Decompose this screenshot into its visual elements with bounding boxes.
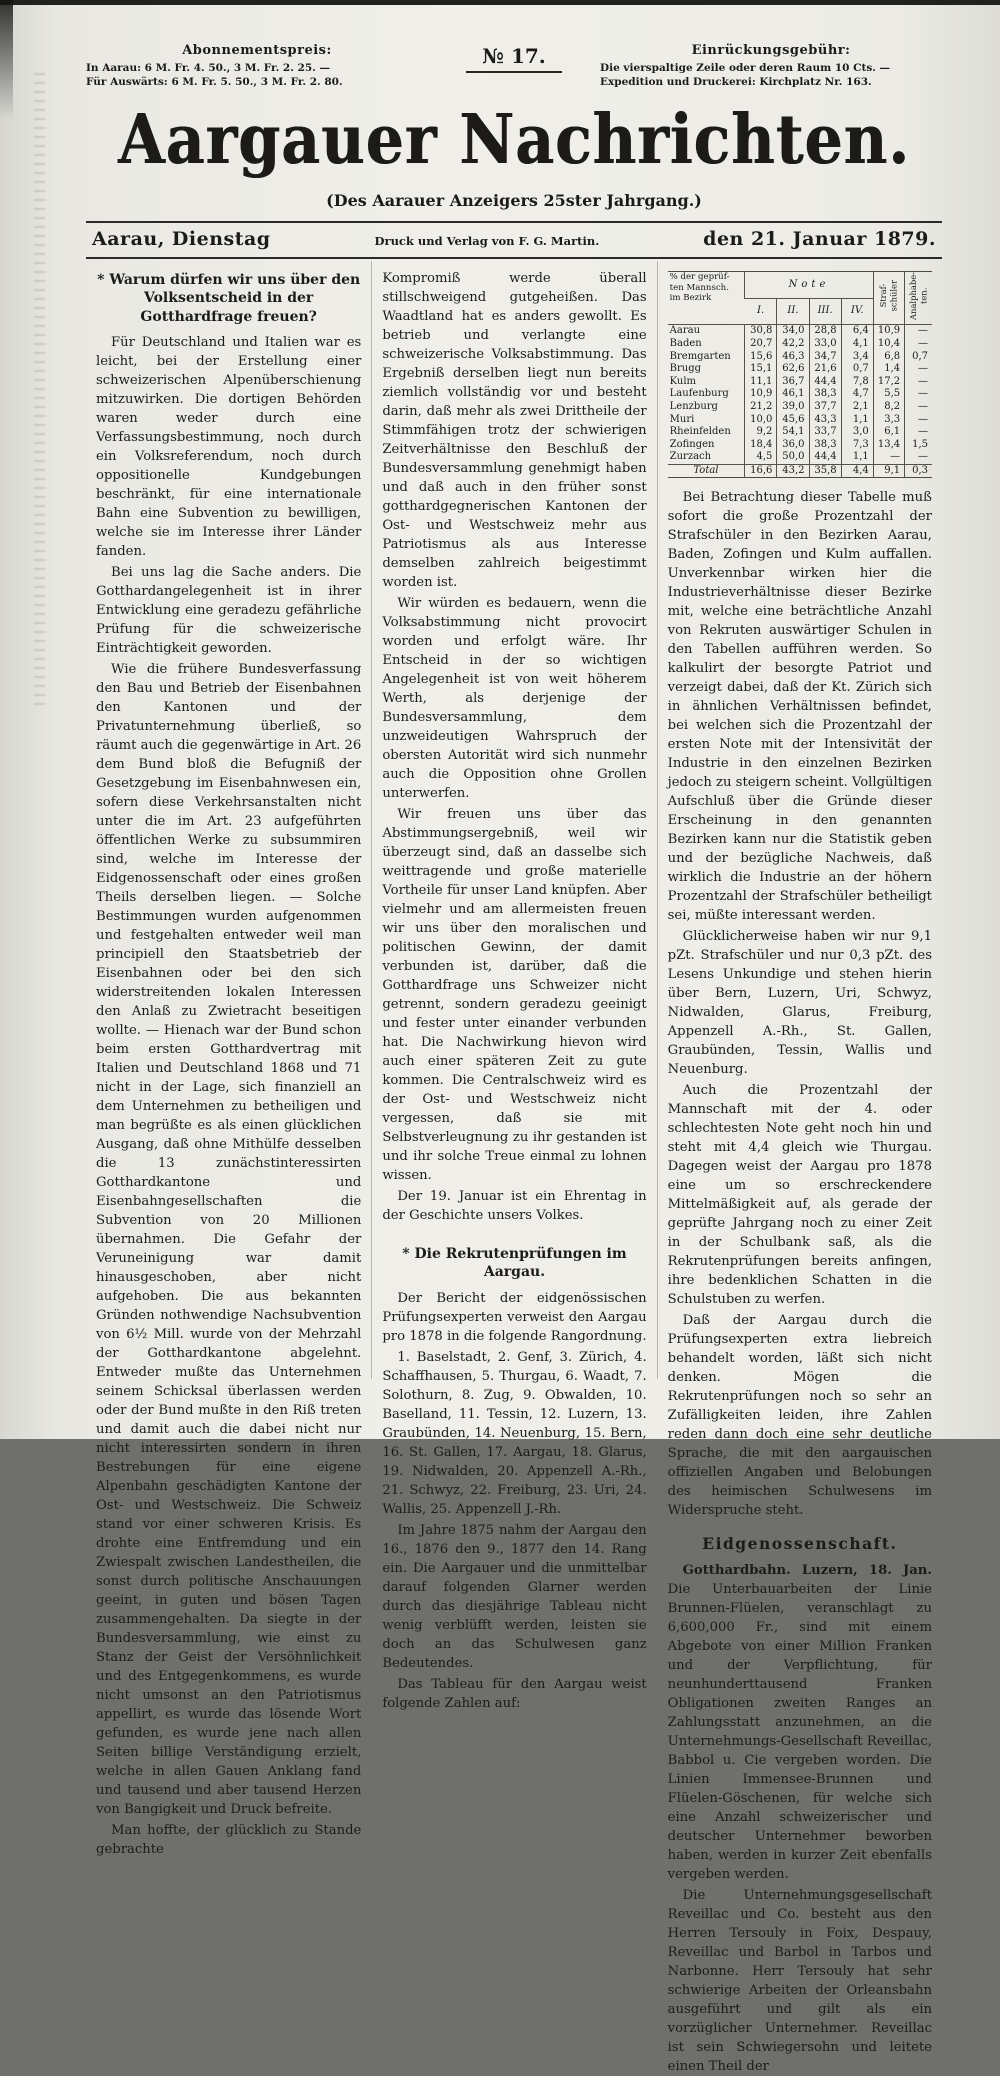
value-cell: 28,8 [809,325,841,338]
value-cell: 21,6 [809,363,841,376]
issue-number-wrap [428,42,600,73]
paragraph: Man hoffte, der glücklich zu Stande gebrachte [96,1823,362,1858]
value-cell: 30,8 [745,325,777,338]
district-cell: Zurzach [669,451,712,463]
paragraph: Auch die Prozentzahl der Mannschaft mit der 4. oder schlechtesten Note geht noch hin und steht mit 4,4 gleich wie Thurgau. Dagegen weist der Aargau pro 1878 eine um so erschreckendere Mittelmäßigkeit auf, als gerade der geprüfte Jahrgang noch zu einer Zeit in der Schulbank saß, als die Rekrutenprüfungen bereits anfingen, ihre bedenklichen Schatten in die Schulstuben zu werfen. [667,1083,932,1308]
value-cell: 3,0 [841,426,873,439]
value-cell: 44,4 [809,376,841,389]
value-cell: 15,1 [745,363,777,376]
paragraph: Wir freuen uns über das Abstimmungsergebniß, weil wir überzeugt sind, daß an dasselbe sich weittragende und große materielle Vortheile für unser Land knüpfen. Aber vielmehr und am allermeisten freuen wir uns über den moralischen und politischen Gewinn, der damit verbunden ist, darüber, daß die Gotthardfrage uns Schweizer nicht getrennt, sondern geradezu geeinigt und fester unter einander verbunden hat. Die Nachwirkung hievon wird auch einer späteren Zeit zu gute kommen. Die Centralschweiz wird es der Ost- und Westschweiz nicht vergessen, daß sie mit Selbstverleugnung zu ihr gestanden ist und ihr solche Treue einmal zu lohnen wissen. [382,806,647,1183]
news-item: Die Unternehmungsgesellschaft Reveillac und Co. besteht aus den Herren Tersouly in Foix, Despauy, Reveillac und Barbol in Tarbos und Narbonne. Herr Tersouly hat sehr schwierige Arbeiten der Orleansbahn ausgeführt und gilt als ein vorzüglicher Unternehmer. Reveillac ist sein Schwiegersohn und leitete einen Theil der [667,1888,932,2075]
district-cell: Rheinfelden [669,426,731,438]
insertion-line-1: Die vierspaltige Zeile oder deren Raum 10 Cts. — [600,61,891,74]
value-cell: 10,4 [873,338,904,351]
value-cell: 6,4 [841,325,873,338]
value-cell: 8,2 [873,401,904,414]
table-row [668,413,932,426]
insertion-fee-block [600,42,942,89]
value-cell: 46,1 [777,388,809,401]
value-cell: 1,1 [841,451,873,464]
subscription-line-1: In Aarau: 6 M. Fr. 4. 50., 3 M. Fr. 2. 25. — [86,61,330,74]
column-3 [657,261,942,2075]
value-cell: 4,1 [841,338,873,351]
district-cell: Aarau [669,325,701,337]
total-row [668,464,932,478]
scan-corner-artifact [0,0,13,120]
subscription-price-block [86,42,428,89]
paragraph: Der 19. Januar ist ein Ehrentag in der Geschichte unsers Volkes. [382,1188,647,1223]
value-cell: 9,2 [745,426,777,439]
table-row [668,338,932,351]
table-row [668,363,932,376]
page-content [86,42,942,2075]
paragraph: Der Bericht der eidgenössischen Prüfungsexperten verweist den Aargau pro 1878 in die folgende Rangordnung. [382,1290,647,1344]
paragraph: Für Deutschland und Italien war es leicht, bei der Erstellung einer schweizerischen Alpenüberschienung mitzuwirken. Die dortigen Behörden waren weder durch eine Verfassungsbestimmung, noch durch ein Volksreferendum, noch durch oppositionelle Kundgebungen beschränkt, für eine internationale Bahn eine Subvention zu bewilligen, welche sie im Interesse ihrer Länder fanden. [96,335,362,560]
note-col-2: II. [777,298,809,325]
value-cell: — [905,451,932,464]
dateline-place: Aarau, Dienstag [92,227,271,250]
district-cell: Zofingen [669,438,715,450]
value-cell: 11,1 [745,376,777,389]
value-cell: 34,0 [777,325,809,338]
section-eidgenossenschaft-title: Eidgenossenschaft. [702,1534,898,1554]
district-cell: Lenzburg [669,400,718,412]
value-cell: 1,4 [873,363,904,376]
total-value: 35,8 [809,464,841,478]
value-cell: 54,1 [777,426,809,439]
strafschueler-header [873,271,904,325]
news-body: Die Unterbauarbeiten der Linie Brunnen-Flüelen, veranschlagt zu 6,600,000 Fr., sind mit einem Abgebote von einer Million Franken und der Verpflichtung, für neunhunderttausend Franken Obligationen zweiten Ranges an Zahlungsstatt anzunehmen, an die Unternehmungs-Gesellschaft Reveillac, Babbol u. Cie vergeben worden. Die Linien Immensee-Brunnen und Flüelen-Göschenen, für welche sich eine Anzahl schweizerischer und deutscher Unternehmer beworben haben, werden in kurzer Zeit ebenfalls vergeben werden. [667,1582,932,1883]
analphabeten-label: Analphabe- ten. [908,271,929,320]
value-cell: 62,6 [777,363,809,376]
header-info-bar [86,42,942,89]
subscription-line-2: Für Auswärts: 6 M. Fr. 5. 50., 3 M. Fr. 2. 80. [86,75,343,88]
value-cell: — [905,401,932,414]
value-cell: 1,5 [905,439,932,452]
value-cell: 2,1 [841,401,873,414]
district-cell: Muri [669,413,695,425]
value-cell: 10,9 [745,388,777,401]
column-1 [86,261,371,1858]
value-cell: 42,2 [777,338,809,351]
value-cell: 0,7 [841,363,873,376]
issue-number: № 17. [466,44,562,73]
value-cell: 50,0 [777,451,809,464]
scan-edge-artifact [0,0,1000,5]
value-cell: 33,7 [809,426,841,439]
value-cell: 38,3 [809,388,841,401]
paragraph: Kompromiß werde überall stillschweigend gutgeheißen. Das Waadtland hat es anders gewollt. Es betrieb und verlangte eine schweizerische Volksabstimmung. Das Ergebniß derselben liegt nun bereits ziemlich vollständig vor und besteht darin, daß mehr als zwei Drittheile der Stimmfähigen trotz der schwierigen Zeitverhältnisse den Beschluß der Bundesversammlung genehmigt haben und daß auch in den früher sonst gotthardgegnerischen Kantonen der Ost- und Westschweiz mehr aus Patriotismus als aus Interesse demselben zahlreich beigestimmt worden ist. [382,270,647,590]
value-cell: 34,7 [809,351,841,364]
table-row [668,439,932,452]
total-value: 9,1 [873,464,904,478]
analphabeten-header [905,271,932,325]
value-cell: 10,0 [745,413,777,426]
insertion-title: Einrückungsgebühr: [691,43,851,58]
value-cell: 7,8 [841,376,873,389]
table-row [668,351,932,364]
value-cell: — [905,413,932,426]
value-cell: — [873,451,904,464]
value-cell: 3,4 [841,351,873,364]
value-cell: — [905,388,932,401]
subscription-title: Abonnementspreis: [182,43,332,58]
paragraph: Wir würden es bedauern, wenn die Volksabstimmung nicht provocirt worden und erfolgt wäre. Ihr Entscheid in der so wichtigen Angelegenheit ist von weit höherem Werth, als derjenige der Bundesversammlung, dem unzweideutigen Wahrspruch der obersten Autorität wird sich nunmehr auch die Opposition ohne Grollen unterwerfen. [382,595,647,801]
value-cell: — [905,376,932,389]
newspaper-title: Aargauer Nachrichten. [117,99,910,180]
article-rekruten-title: * Die Rekrutenprüfungen im Aargau. [402,1245,627,1281]
paragraph: 1. Baselstadt, 2. Genf, 3. Zürich, 4. Schaffhausen, 5. Thurgau, 6. Waadt, 7. Solothurn, 8. Zug, 9. Obwalden, 10. Baselland, 11. Tessin, 12. Luzern, 13. Graubünden, 14. Neuenburg, 15. Bern, 16. St. Gallen, 17. Aargau, 18. Glarus, 19. Nidwalden, 20. Appenzell A.-Rh., 21. Schwyz, 22. Freiburg, 23. Uri, 24. Wallis, 25. Appenzell J.-Rh. [382,1349,647,1517]
value-cell: 43,3 [809,413,841,426]
paragraph: Wie die frühere Bundesverfassung den Bau und Betrieb der Eisenbahnen den Kantonen und der Privatunternehmung überließ, so räumt auch die gegenwärtige in Art. 26 dem Bund bloß die Befugniß der Gesetzgebung im Eisenbahnwesen ein, sofern diese Verkehrsanstalten nicht unter die im Art. 23 aufgeführten öffentlichen Werke zu subsummiren sind, welche im Interesse der Eidgenossenschaft oder eines großen Theils derselben liegen. — Solche Bestimmungen wurden aufgenommen und festgehalten entweder weil man principiell den Staatsbetrieb der Eisenbahnen oder bei den sich widerstreitenden lokalen Interessen den Anlaß zu Zwietracht beseitigen wollte. — Hienach war der Bund schon beim ersten Gotthardvertrag mit Italien und Deutschland 1868 und 71 nicht in der Lage, sich finanziell an dem Unternehmen zu betheiligen und man begrüßte es als einen glücklichen Ausgang, daß ohne Mithülfe desselben die 13 zunächstinteressirten Gotthardkantone und Eisenbahngesellschaften die Subvention von 20 Millionen übernahmen. Die Gefahr der Veruneinigung war damit hinausgeschoben, aber nicht aufgehoben. Die aus bekannten Gründen nothwendige Nachsubvention von 6½ Mill. wurde von der Mehrzahl der Gotthardkantone abgelehnt. Entweder mußte das Unternehmen seinem Schicksal überlassen werden oder der Bund mußte in den Riß treten und damit auch die dabei nicht nur nicht interessirten sondern in ihren Bestrebungen für eine eigene Alpenbahn geschädigten Kantone der Ost- und Westschweiz. Die Schweiz stand vor einer schweren Krisis. Es drohte eine Entfremdung und ein Zwiespalt zwischen Landestheilen, die sonst durch politische Anschauungen geeint, in guten und bösen Tagen zusammengehalten. Da siegte in der Bundesversammlung, wie einst zu Stanz der Geist der Versöhnlichkeit und des Entgegenkommens, es wurde nicht umsonst an den Patriotismus appellirt, es wurde das lösende Wort gefunden, es wurde jene nach allen Seiten billige Verständigung erzielt, welche in allen Gauen Anklang fand und tausend und aber tausend Herzen von Bangigkeit und Druck befreite. [96,662,362,1818]
recruit-table-head [668,271,932,325]
table-row [668,426,932,439]
value-cell: 5,5 [873,388,904,401]
recruit-table-body [668,325,932,464]
value-cell: 7,3 [841,439,873,452]
recruit-table-total [668,464,932,478]
news-item [668,1561,932,1884]
value-cell: — [905,325,932,338]
district-cell: Brugg [669,363,702,375]
newspaper-subtitle: (Des Aarauer Anzeigers 25ster Jahrgang.) [326,190,702,210]
total-label: Total [668,464,745,478]
value-cell: 20,7 [745,338,777,351]
table-row [668,388,932,401]
paragraph: Bei uns lag die Sache anders. Die Gotthardangelegenheit ist in ihrer Entwicklung eine geradezu gefährliche Prüfung für die schweizerische Einträchtigkeit geworden. [96,565,362,657]
article-gotthard-title: * Warum dürfen wir uns über den Volksentscheid in der Gotthardfrage freuen? [97,271,361,325]
margin-ghost-text [34,70,45,710]
note-header: Note [745,271,874,298]
paragraph: Im Jahre 1875 nahm der Aargau den 16., 1876 den 9., 1877 den 14. Rang ein. Die Aargauer und die unmittelbar darauf folgenden Glarner werden durch das diesjährige Tableau nicht wenig verblüfft werden, leisten sie doch an das Schulwesen ganz Bedeutendes. [382,1522,647,1671]
value-cell: 1,1 [841,413,873,426]
value-cell: — [905,426,932,439]
column-2 [371,261,656,1711]
table-row [668,376,932,389]
total-value: 0,3 [905,464,932,478]
total-value: 43,2 [777,464,809,478]
table-row [668,451,932,464]
table-row [668,401,932,414]
district-cell: Laufenburg [669,388,729,400]
value-cell: 33,0 [809,338,841,351]
value-cell: 38,3 [809,439,841,452]
strafschueler-label: Straf- schüler [878,280,899,312]
paragraph: Glücklicherweise haben wir nur 9,1 pZt. Strafschüler und nur 0,3 pZt. des Lesens Unkundige und stehen hierin über Bern, Luzern, Uri, Schwyz, Nidwalden, Glarus, Freiburg, Appenzell A.-Rh., St. Gallen, Graubünden, Tessin, Wallis und Neuenburg. [667,929,932,1078]
total-value: 16,6 [745,464,777,478]
table-row [668,325,932,338]
total-value: 4,4 [841,464,873,478]
paragraph: Bei Betrachtung dieser Tabelle muß sofort die große Prozentzahl der Strafschüler in den Bezirken Aarau, Baden, Zofingen und Kulm auffallen. Unverkennbar wirken hier die Industrieverhältnisse dieser Bezirke mit, welche eine beträchtliche Anzahl von Rekruten auswärtiger Schulen in den Tabellen aufführen werden. So kalkulirt der besorgte Patriot und verzeigt dabei, daß der Kt. Zürich sich in ähnlichen Verhältnissen befindet, bei welchen sich die Prozentzahl der ersten Note mit der Intensivität der Industrie in den einzelnen Bezirken jedoch zu steigern scheint. Vollgültigen Aufschluß über die Gründe dieser Erscheinung in den genannten Bezirken kann nur die Statistik geben und der bezügliche Nachweis, daß wirklich die Industrie an der höhern Prozentzahl der Strafschüler betheiligt sei, müßte interessant werden. [667,490,932,924]
dateline-imprint: Druck und Verlag von F. G. Martin. [374,233,600,248]
value-cell: 13,4 [873,439,904,452]
note-col-3: III. [809,298,841,325]
value-cell: 6,1 [873,426,904,439]
table-corner-header: % der geprüf- ten Mannsch. im Bezirk [668,271,745,325]
recruit-results-table [668,271,932,478]
note-col-1: I. [745,298,777,325]
value-cell: 18,4 [745,439,777,452]
value-cell: 3,3 [873,413,904,426]
value-cell: 39,0 [777,401,809,414]
paragraph: Daß der Aargau durch die Prüfungsexperten extra liebreich behandelt worden, läßt sich nicht denken. Mögen die Rekrutenprüfungen noch so sehr an Zufälligkeiten leiden, ihre Zahlen reden dann doch eine sehr deutliche Sprache, die mit den aargauischen offiziellen Angaben und Belobungen des heimischen Schulwesens im Widerspruche steht. [667,1313,932,1519]
value-cell: 4,7 [841,388,873,401]
dateline-date: den 21. Januar 1879. [703,227,936,250]
value-cell: 15,6 [745,351,777,364]
value-cell: 17,2 [873,376,904,389]
value-cell: — [905,363,932,376]
column-layout [86,261,942,2075]
district-cell: Kulm [669,375,697,387]
insertion-line-2: Expedition und Druckerei: Kirchplatz Nr. 163. [600,75,872,88]
value-cell: 37,7 [809,401,841,414]
value-cell: 6,8 [873,351,904,364]
value-cell: 21,2 [745,401,777,414]
news-lead: Gotthardbahn. Luzern, 18. Jan. [682,1563,932,1579]
value-cell: 36,7 [777,376,809,389]
value-cell: 0,7 [905,351,932,364]
value-cell: 45,6 [777,413,809,426]
district-cell: Baden [669,337,702,349]
value-cell: 4,5 [745,451,777,464]
value-cell: 46,3 [777,351,809,364]
note-col-4: IV. [841,298,873,325]
value-cell: 36,0 [777,439,809,452]
value-cell: 44,4 [809,451,841,464]
value-cell: — [905,338,932,351]
value-cell: 10,9 [873,325,904,338]
dateline-bar [86,221,942,259]
paragraph: Das Tableau für den Aargau weist folgende Zahlen auf: [382,1676,647,1711]
district-cell: Bremgarten [669,350,731,362]
